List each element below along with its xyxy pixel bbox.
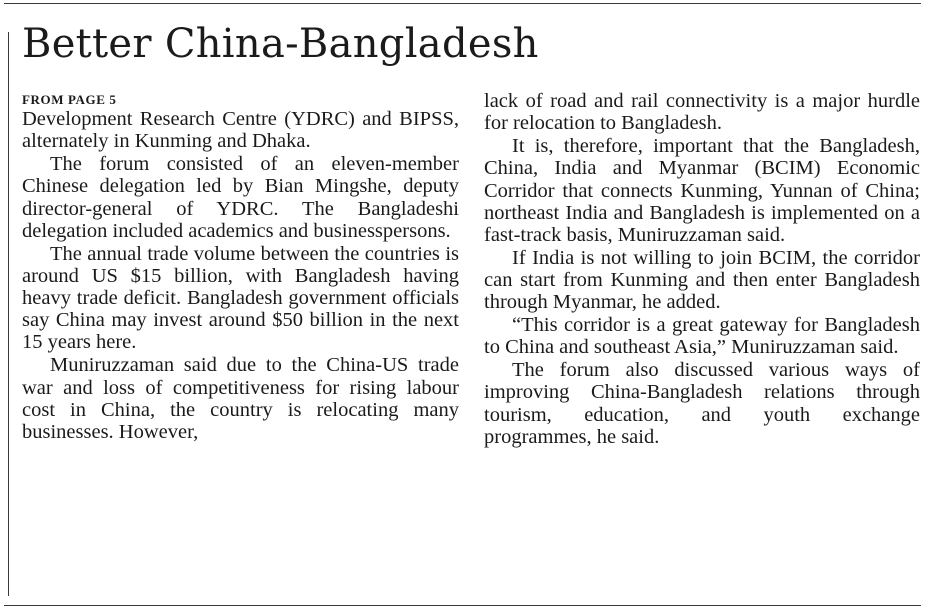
paragraph: Development Research Centre (YDRC) and BIPSS, alternately in Kunming and Dhaka. [22,108,459,153]
paragraph: Muniruzzaman said due to the China-US trade war and loss of competitiveness for rising labour cost in China, the country is relocating many businesses. However, [22,354,459,443]
paragraph: lack of road and rail connectivity is a major hurdle for relocation to Bangladesh. [484,90,920,135]
paragraph: The forum also discussed various ways of improving China-Bangladesh relations through tourism, education, and youth exchange programmes, he said. [484,359,920,448]
top-rule [4,3,921,4]
article-column-right [484,90,920,449]
headline: Better China-Bangladesh [22,21,539,67]
paragraph: It is, therefore, important that the Bangladesh, China, India and Myanmar (BCIM) Economic Corridor that connects Kunming, Yunnan of China; northeast India and Bangladesh is implemented on a fast-track basis, Muniruzzaman said. [484,135,920,246]
bottom-rule [4,605,921,606]
paragraph: The annual trade volume between the countries is around US $15 billion, with Bangladesh having heavy trade deficit. Bangladesh government officials say China may invest around $50 billion in the next 15 years here. [22,242,459,354]
paragraph: If India is not willing to join BCIM, the corridor can start from Kunming and then enter Bangladesh through Myanmar, he added. [484,246,920,314]
paragraph: The forum consisted of an eleven-member Chinese delegation led by Bian Mingshe, deputy director-general of YDRC. The Bangladeshi delegation included academics and businesspersons. [22,153,459,242]
article-column-left [22,92,459,444]
left-rule [8,32,9,596]
paragraph: “This corridor is a great gateway for Bangladesh to China and southeast Asia,” Muniruzzaman said. [484,314,920,359]
jump-line: FROM PAGE 5 [22,92,117,107]
